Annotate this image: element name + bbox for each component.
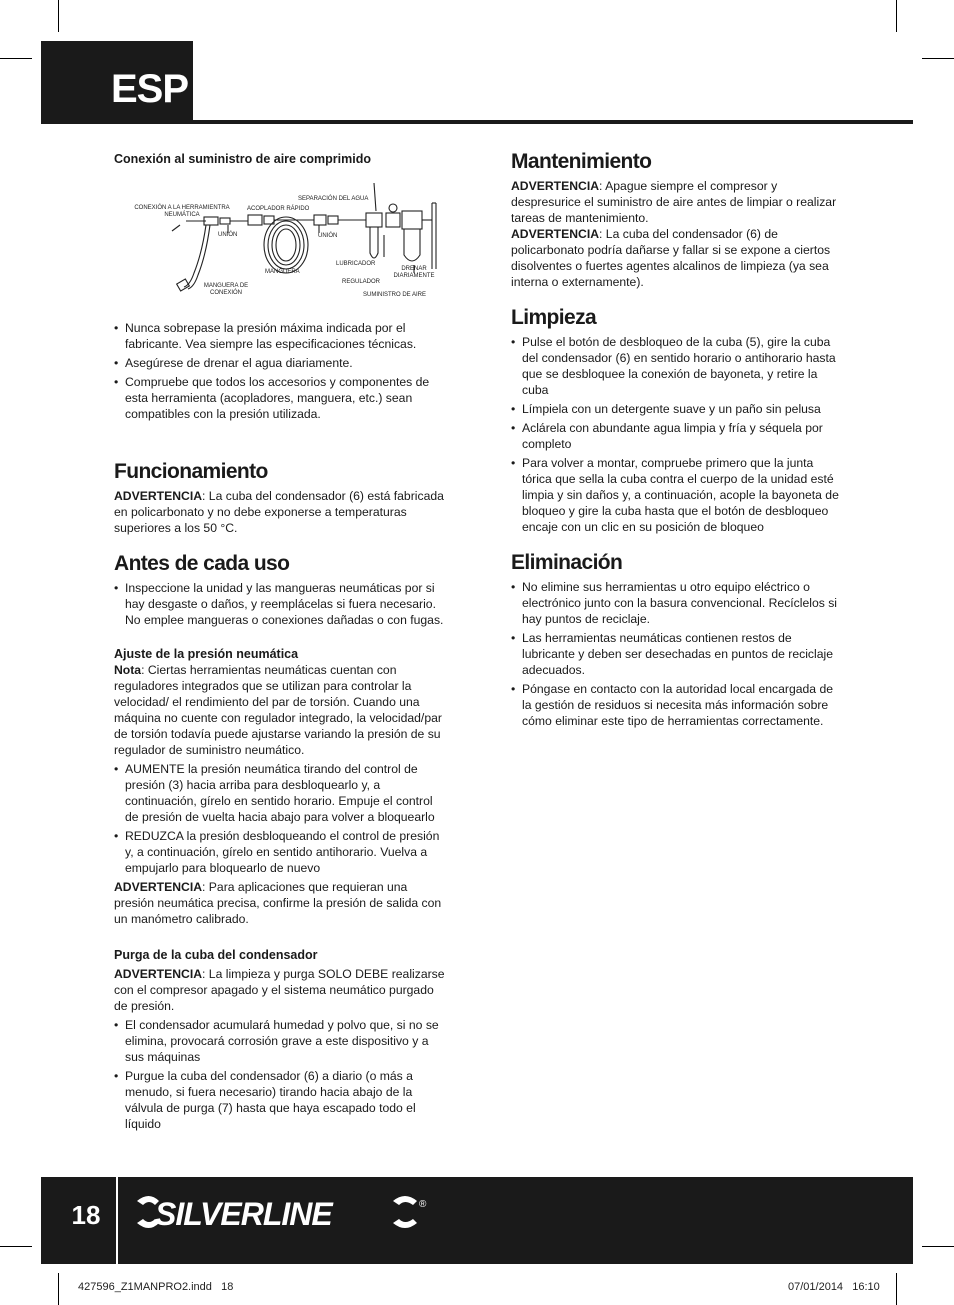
label-drain-daily: DRENAR DIARIAMENTE [393,266,435,279]
registered-mark: ® [419,1199,427,1210]
footer-divider [116,1177,118,1264]
label-water-separation: SEPARACIÓN DEL AGUA [298,196,369,202]
pressure-note [114,662,446,758]
maintenance-warning-2 [511,226,841,290]
list-item: • Las herramientas neumáticas contienen restos de lubricante y deben ser desechadas en puntos de reciclaje adecuados. [511,630,841,678]
crop-mark [0,58,32,59]
list-item: • Límpiela con un detergente suave y un paño sin pelusa [511,401,841,417]
crop-mark [922,58,954,59]
label-tool-connection: CONEXIÓN A LA HERRAMIENTRA NEUMÁTICA [134,205,230,218]
note-text: : Ciertas herramientas neumáticas cuentan con reguladores integrados que se utilizan para controlar la velocidad/ el rendimiento del par de torsión. Cuando una máquina no cuente con regulador integrado, la velocidad/par de torsión todavía puede ajustarse variando la presión de su regulador de suministro neumático. [114,663,442,757]
list-item: • REDUZCA la presión desbloqueando el control de presión y, a continuación, gírelo en sentido antihorario. Vuelva a empujarlo para bloquearlo de nuevo [114,828,446,876]
connection-bullets [114,320,446,422]
list-item: • Inspeccione la unidad y las mangueras neumáticas por si hay desgaste o daños, y reemplácelas si fuera necesario. No emplee mangueras o conexiones dañadas o con fugas. [114,580,446,628]
language-tab [41,41,193,122]
purge-heading: Purga de la cuba del condensador [114,948,318,962]
list-item: • Pulse el botón de desbloqueo de la cuba (5), gire la cuba del condensador (6) en sentido horario o antihorario hasta que se desbloquee la conexión de bayoneta, y retire la cuba [511,334,841,398]
language-code: ESP [111,67,189,111]
label-hose: MANGUERA [265,269,300,275]
purge-warning [114,966,446,1014]
warning-text: : La cuba del condensador (6) está fabricada en policarbonato y no debe exponerse a temperaturas superiores a los 50 °C. [114,489,444,535]
silverline-logo-icon [135,1193,435,1233]
warning-label: ADVERTENCIA [114,489,203,503]
list-item: • El condensador acumulará humedad y polvo que, si no se elimina, provocará corrosión grave a este dispositivo y a sus máquinas [114,1017,446,1065]
header-rule [41,120,913,124]
cleaning-heading: Limpieza [511,306,597,329]
purge-bullets [114,1017,446,1132]
label-regulator: REGULADOR [342,279,381,285]
diagram-drawing [114,173,446,308]
warning-label: ADVERTENCIA [511,227,600,241]
label-quick-coupler: ACOPLADOR RÁPIDO [247,206,310,212]
pressure-warning [114,879,446,927]
list-item: • Asegúrese de drenar el agua diariamente. [114,355,446,371]
page-number: 18 [71,1200,101,1230]
operation-heading: Funcionamiento [114,460,268,483]
disposal-heading: Eliminación [511,551,623,574]
crop-mark [0,1246,32,1247]
file-info: 427596_Z1MANPRO2.indd 18 [78,1281,234,1293]
list-item: • AUMENTE la presión neumática tirando del control de presión (3) hacia arriba para desbloquearlo y, a continuación, gírelo en sentido horario. Empuje el control de presión de vuelta hacia abajo para volver a bloquearlo [114,761,446,825]
pressure-bullets [114,761,446,876]
crop-mark [58,0,59,32]
warning-text: : La cuba del condensador (6) de policarbonato podría dañarse y fallar si se expone a ciertos disolventes o fuertes agentes alcalinos de limpieza (ya sea interna o externamente). [511,227,831,289]
brand-text: SILVERLINE [155,1196,332,1232]
label-union-1: UNIÓN [218,232,238,238]
right-column [511,150,841,732]
list-item: • Nunca sobrepase la presión máxima indicada por el fabricante. Vea siempre las especificaciones técnicas. [114,320,446,352]
list-item: • Compruebe que todos los accesorios y componentes de esta herramienta (acopladores, manguera, etc.) sean compatibles con la presión utilizada. [114,374,446,422]
air-supply-diagram [114,173,446,308]
maintenance-heading: Mantenimiento [511,150,652,173]
note-label: Nota [114,663,142,677]
disposal-bullets [511,579,841,729]
left-column [114,151,446,1135]
list-item: • Para volver a montar, compruebe primero que la junta tórica que sella la cuba contra el cuerpo de la unidad esté limpia y sin daños y, a continuación, acople la bayoneta de bloqueo y gire la cuba hasta que el botón de desbloqueo encaje con un clic en su posición de bloqueo [511,455,841,535]
crop-mark [922,1246,954,1247]
date-info: 07/01/2014 16:10 [788,1281,880,1293]
label-connection-hose: MANGUERA DE CONEXIÓN [203,283,249,296]
operation-warning [114,488,446,536]
warning-label: ADVERTENCIA [114,967,203,981]
connection-heading: Conexión al suministro de aire comprimido [114,152,371,166]
label-lubricator: LUBRICADOR [336,261,376,267]
maintenance-warning-1 [511,178,841,226]
list-item: • No elimine sus herramientas u otro equipo eléctrico o electrónico junto con la basura convencional. Recíclelos si hay puntos de reciclaje. [511,579,841,627]
before-use-bullets [114,580,446,628]
crop-mark [896,1273,897,1305]
warning-label: ADVERTENCIA [114,880,203,894]
list-item: • Purgue la cuba del condensador (6) a diario (o más a menudo, si fuera necesario) tirando hacia abajo de la válvula de purga (7) hasta que haya escapado todo el líquido [114,1068,446,1132]
before-use-heading: Antes de cada uso [114,552,290,575]
warning-text: : Apague siempre el compresor y despresurice el suministro de aire antes de limpiar o realizar tareas de mantenimiento. [511,179,837,225]
list-item: • Aclárela con abundante agua limpia y fría y séquela por completo [511,420,841,452]
warning-label: ADVERTENCIA [511,179,600,193]
cleaning-bullets [511,334,841,535]
pressure-heading: Ajuste de la presión neumática [114,647,299,661]
list-item: • Póngase en contacto con la autoridad local encargada de la gestión de residuos si necesita más información sobre cómo eliminar este tipo de herramientas correctamente. [511,681,841,729]
warning-text: : Para aplicaciones que requieran una presión neumática precisa, confirme la presión de salida con un manómetro calibrado. [114,880,442,926]
warning-text: : La limpieza y purga SOLO DEBE realizarse con el compresor apagado y el sistema neumático purgado de presión. [114,967,445,1013]
crop-mark [896,0,897,32]
crop-mark [58,1273,59,1305]
label-union-2: UNIÓN [318,233,338,239]
brand-logo [135,1193,435,1233]
label-air-supply: SUMINISTRO DE AIRE [363,292,427,298]
